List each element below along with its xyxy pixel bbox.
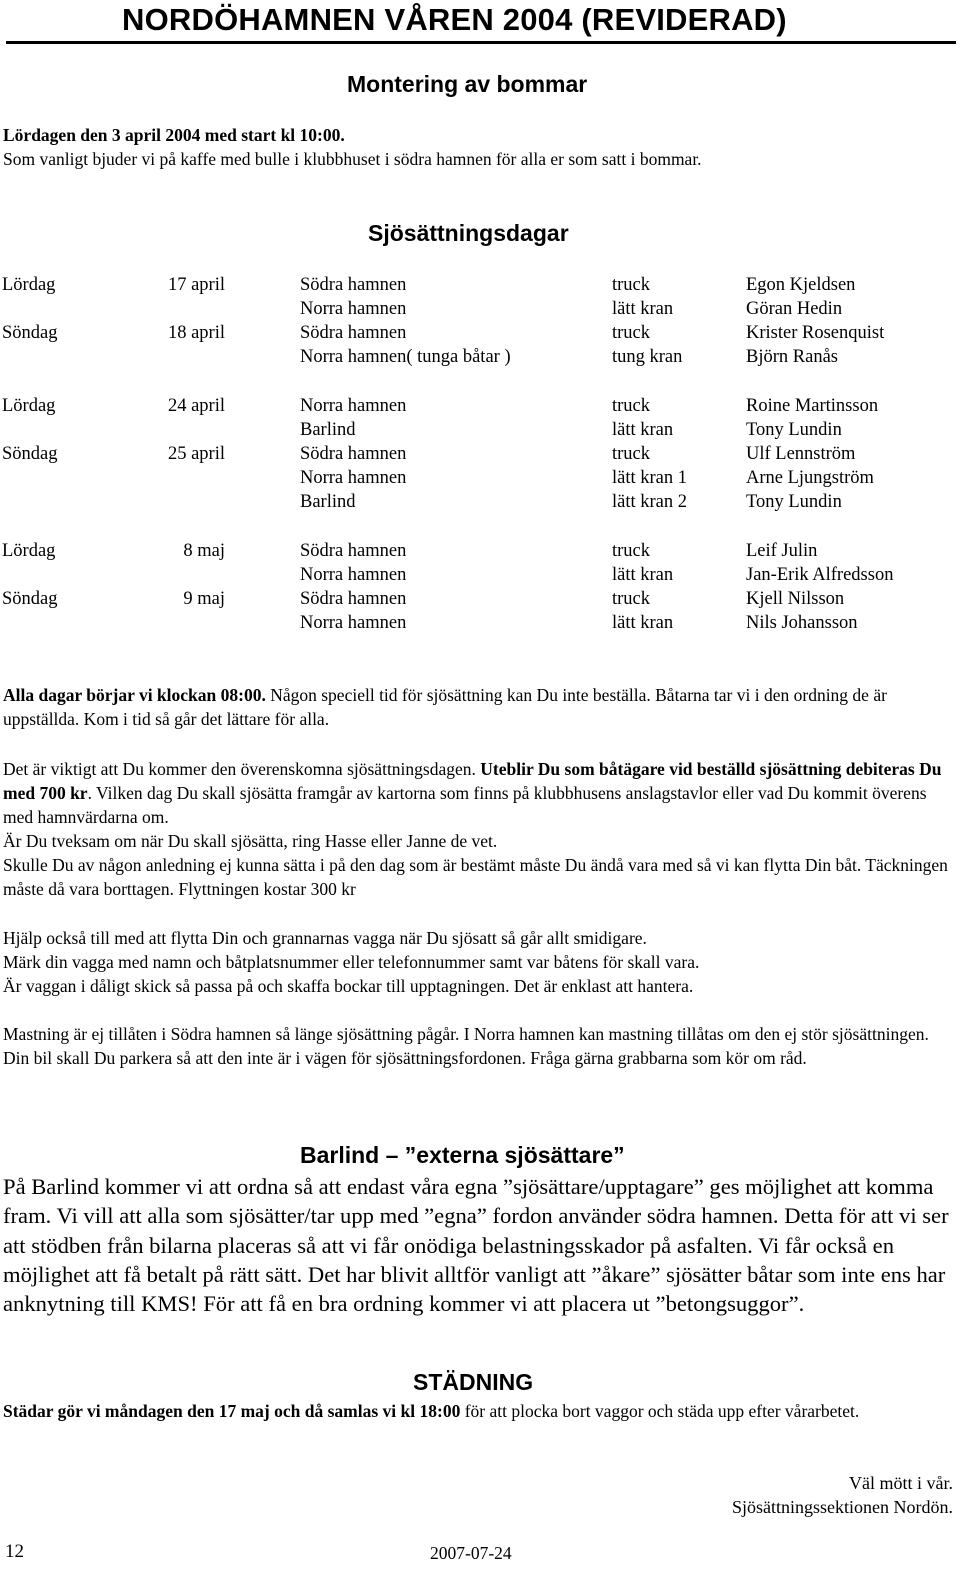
place-cell: Norra hamnen( tunga båtar ) (300, 347, 511, 367)
day-cell: Söndag (2, 444, 58, 464)
equipment-cell: truck (612, 275, 651, 295)
info-text: för att plocka bort vaggor och städa upp efter vårarbetet. (460, 1401, 860, 1421)
place-cell: Norra hamnen (300, 299, 407, 319)
place-cell: Barlind (300, 492, 356, 512)
fee-note: Uteblir Du som båtägare vid beställd sjösättning debiteras Du med 700 kr (3, 759, 942, 803)
footer-date: 2007-07-24 (430, 1543, 512, 1563)
table-row (0, 345, 960, 369)
info-text: Hjälp också till med att flytta Din och grannarnas vagga när Du sjösatt så går allt smidigare. (3, 928, 647, 948)
date-cell: 9 maj (183, 589, 225, 609)
person-cell: Göran Hedin (746, 299, 843, 319)
day-cell: Söndag (2, 589, 58, 609)
info-text: Är vaggan i dåligt skick så passa på och skaffa bockar till upptagningen. Det är enklast att hantera. (3, 976, 694, 996)
day-cell: Lördag (2, 541, 56, 561)
table-row (0, 273, 960, 297)
day-cell: Lördag (2, 396, 56, 416)
date-cell: 18 april (167, 323, 225, 343)
person-cell: Kjell Nilsson (746, 589, 845, 609)
date-cell: 8 maj (183, 541, 225, 561)
place-cell: Södra hamnen (300, 541, 407, 561)
equipment-cell: lätt kran (612, 565, 674, 585)
equipment-cell: lätt kran 2 (612, 492, 688, 512)
info-text: . Vilken dag Du skall sjösätta framgår av kartorna som finns på klubbhusens anslagstavlor eller vad Du kommit överens med hamnvärdarna om. (3, 783, 927, 827)
equipment-cell: lätt kran 1 (612, 468, 688, 488)
table-row (0, 587, 960, 611)
day-cell: Lördag (2, 275, 56, 295)
place-cell: Södra hamnen (300, 275, 407, 295)
montering-line-2: Som vanligt bjuder vi på kaffe med bulle i klubbhuset i södra hamnen för alla er som satt i bommar. (3, 149, 702, 169)
place-cell: Barlind (300, 420, 356, 440)
person-cell: Ulf Lennström (746, 444, 856, 464)
day-cell: Söndag (2, 323, 58, 343)
info-text: Det är viktigt att Du kommer den överenskomna sjösättningsdagen. (3, 759, 481, 779)
person-cell: Leif Julin (746, 541, 818, 561)
person-cell: Björn Ranås (746, 347, 838, 367)
title-divider (6, 41, 956, 44)
info-text: Mastning är ej tillåten i Södra hamnen så länge sjösättning pågår. I Norra hamnen kan mastning tillåtas om den ej stör sjösättningen. (3, 1024, 929, 1044)
info-text: Din bil skall Du parkera så att den inte är i vägen för sjösättningsfordonen. Fråga gärna grabbarna som kör om råd. (3, 1048, 807, 1068)
person-cell: Tony Lundin (746, 492, 842, 512)
person-cell: Jan-Erik Alfredsson (746, 565, 894, 585)
equipment-cell: lätt kran (612, 613, 674, 633)
equipment-cell: lätt kran (612, 420, 674, 440)
table-row (0, 611, 960, 635)
closing-line-1: Väl mött i vår. (849, 1473, 953, 1493)
person-cell: Tony Lundin (746, 420, 842, 440)
table-row (0, 539, 960, 563)
barlind-heading: Barlind – ”externa sjösättare” (300, 1142, 625, 1168)
place-cell: Norra hamnen (300, 468, 407, 488)
equipment-cell: tung kran (612, 347, 683, 367)
page-number: 12 (5, 1541, 24, 1562)
barlind-text: På Barlind kommer vi att ordna så att endast våra egna ”sjösättare/upptagare” ges möjlighet att komma fram. Vi vill att alla som sjösätter/tar upp med ”egna” fordon använder södra hamnen. Detta för att vi ser att stödben från bilarna placeras så att vi får onödiga belastningsskador på asfalten. Vi får också en möjlighet att få betalt på rätt sätt. Det har blivit alltför vanligt att ”åkare” sjösätter båtar som inte ens har anknytning till KMS! För att få en bra ordning kommer vi att placera ut ”betongsuggor”. (3, 1174, 949, 1317)
person-cell: Arne Ljungström (746, 468, 874, 488)
person-cell: Krister Rosenquist (746, 323, 885, 343)
place-cell: Norra hamnen (300, 565, 407, 585)
stadning-heading: STÄDNING (413, 1369, 534, 1395)
equipment-cell: truck (612, 396, 651, 416)
table-row (0, 490, 960, 514)
place-cell: Södra hamnen (300, 589, 407, 609)
info-text: Är Du tveksam om när Du skall sjösätta, ring Hasse eller Janne de vet. (3, 831, 498, 851)
montering-line-1: Lördagen den 3 april 2004 med start kl 10:00. (3, 125, 345, 145)
place-cell: Norra hamnen (300, 396, 407, 416)
info-paragraph-3 (3, 926, 953, 998)
date-cell: 25 april (167, 444, 225, 464)
place-cell: Södra hamnen (300, 323, 407, 343)
table-row (0, 466, 960, 490)
stadning-text (3, 1399, 953, 1423)
table-row (0, 418, 960, 442)
info-paragraph-4 (3, 1022, 953, 1070)
date-cell: 24 april (167, 396, 225, 416)
table-row (0, 394, 960, 418)
closing-signature: Sjösättningssektionen Nordön. (732, 1497, 953, 1517)
table-row (0, 563, 960, 587)
equipment-cell: truck (612, 323, 651, 343)
equipment-cell: truck (612, 444, 651, 464)
person-cell: Nils Johansson (746, 613, 858, 633)
equipment-cell: truck (612, 541, 651, 561)
start-time-note: Alla dagar börjar vi klockan 08:00. (3, 685, 266, 705)
table-row (0, 297, 960, 321)
info-paragraph-1 (3, 683, 953, 731)
person-cell: Roine Martinsson (746, 396, 879, 416)
info-text: Märk din vagga med namn och båtplatsnummer eller telefonnummer samt var båtens för skall vara. (3, 952, 700, 972)
page-title: NORDÖHAMNEN VÅREN 2004 (REVIDERAD) (122, 2, 787, 37)
place-cell: Norra hamnen (300, 613, 407, 633)
montering-heading: Montering av bommar (347, 71, 588, 97)
info-paragraph-2 (3, 757, 953, 901)
schedule-heading: Sjösättningsdagar (368, 220, 569, 246)
table-row (0, 321, 960, 345)
place-cell: Södra hamnen (300, 444, 407, 464)
person-cell: Egon Kjeldsen (746, 275, 856, 295)
date-cell: 17 april (167, 275, 225, 295)
equipment-cell: lätt kran (612, 299, 674, 319)
info-text: Skulle Du av någon anledning ej kunna sätta i på den dag som är bestämt måste Du ändå vara med så vi kan flytta Din båt. Täckningen måste då vara borttagen. Flyttningen kostar 300 kr (3, 855, 948, 899)
equipment-cell: truck (612, 589, 651, 609)
table-row (0, 442, 960, 466)
stadning-time: Städar gör vi måndagen den 17 maj och då samlas vi kl 18:00 (3, 1401, 461, 1421)
info-text: Någon speciell tid för sjösättning kan Du inte beställa. Båtarna tar vi i den ordning de är uppställda. Kom i tid så går det lättare för alla. (3, 685, 887, 729)
